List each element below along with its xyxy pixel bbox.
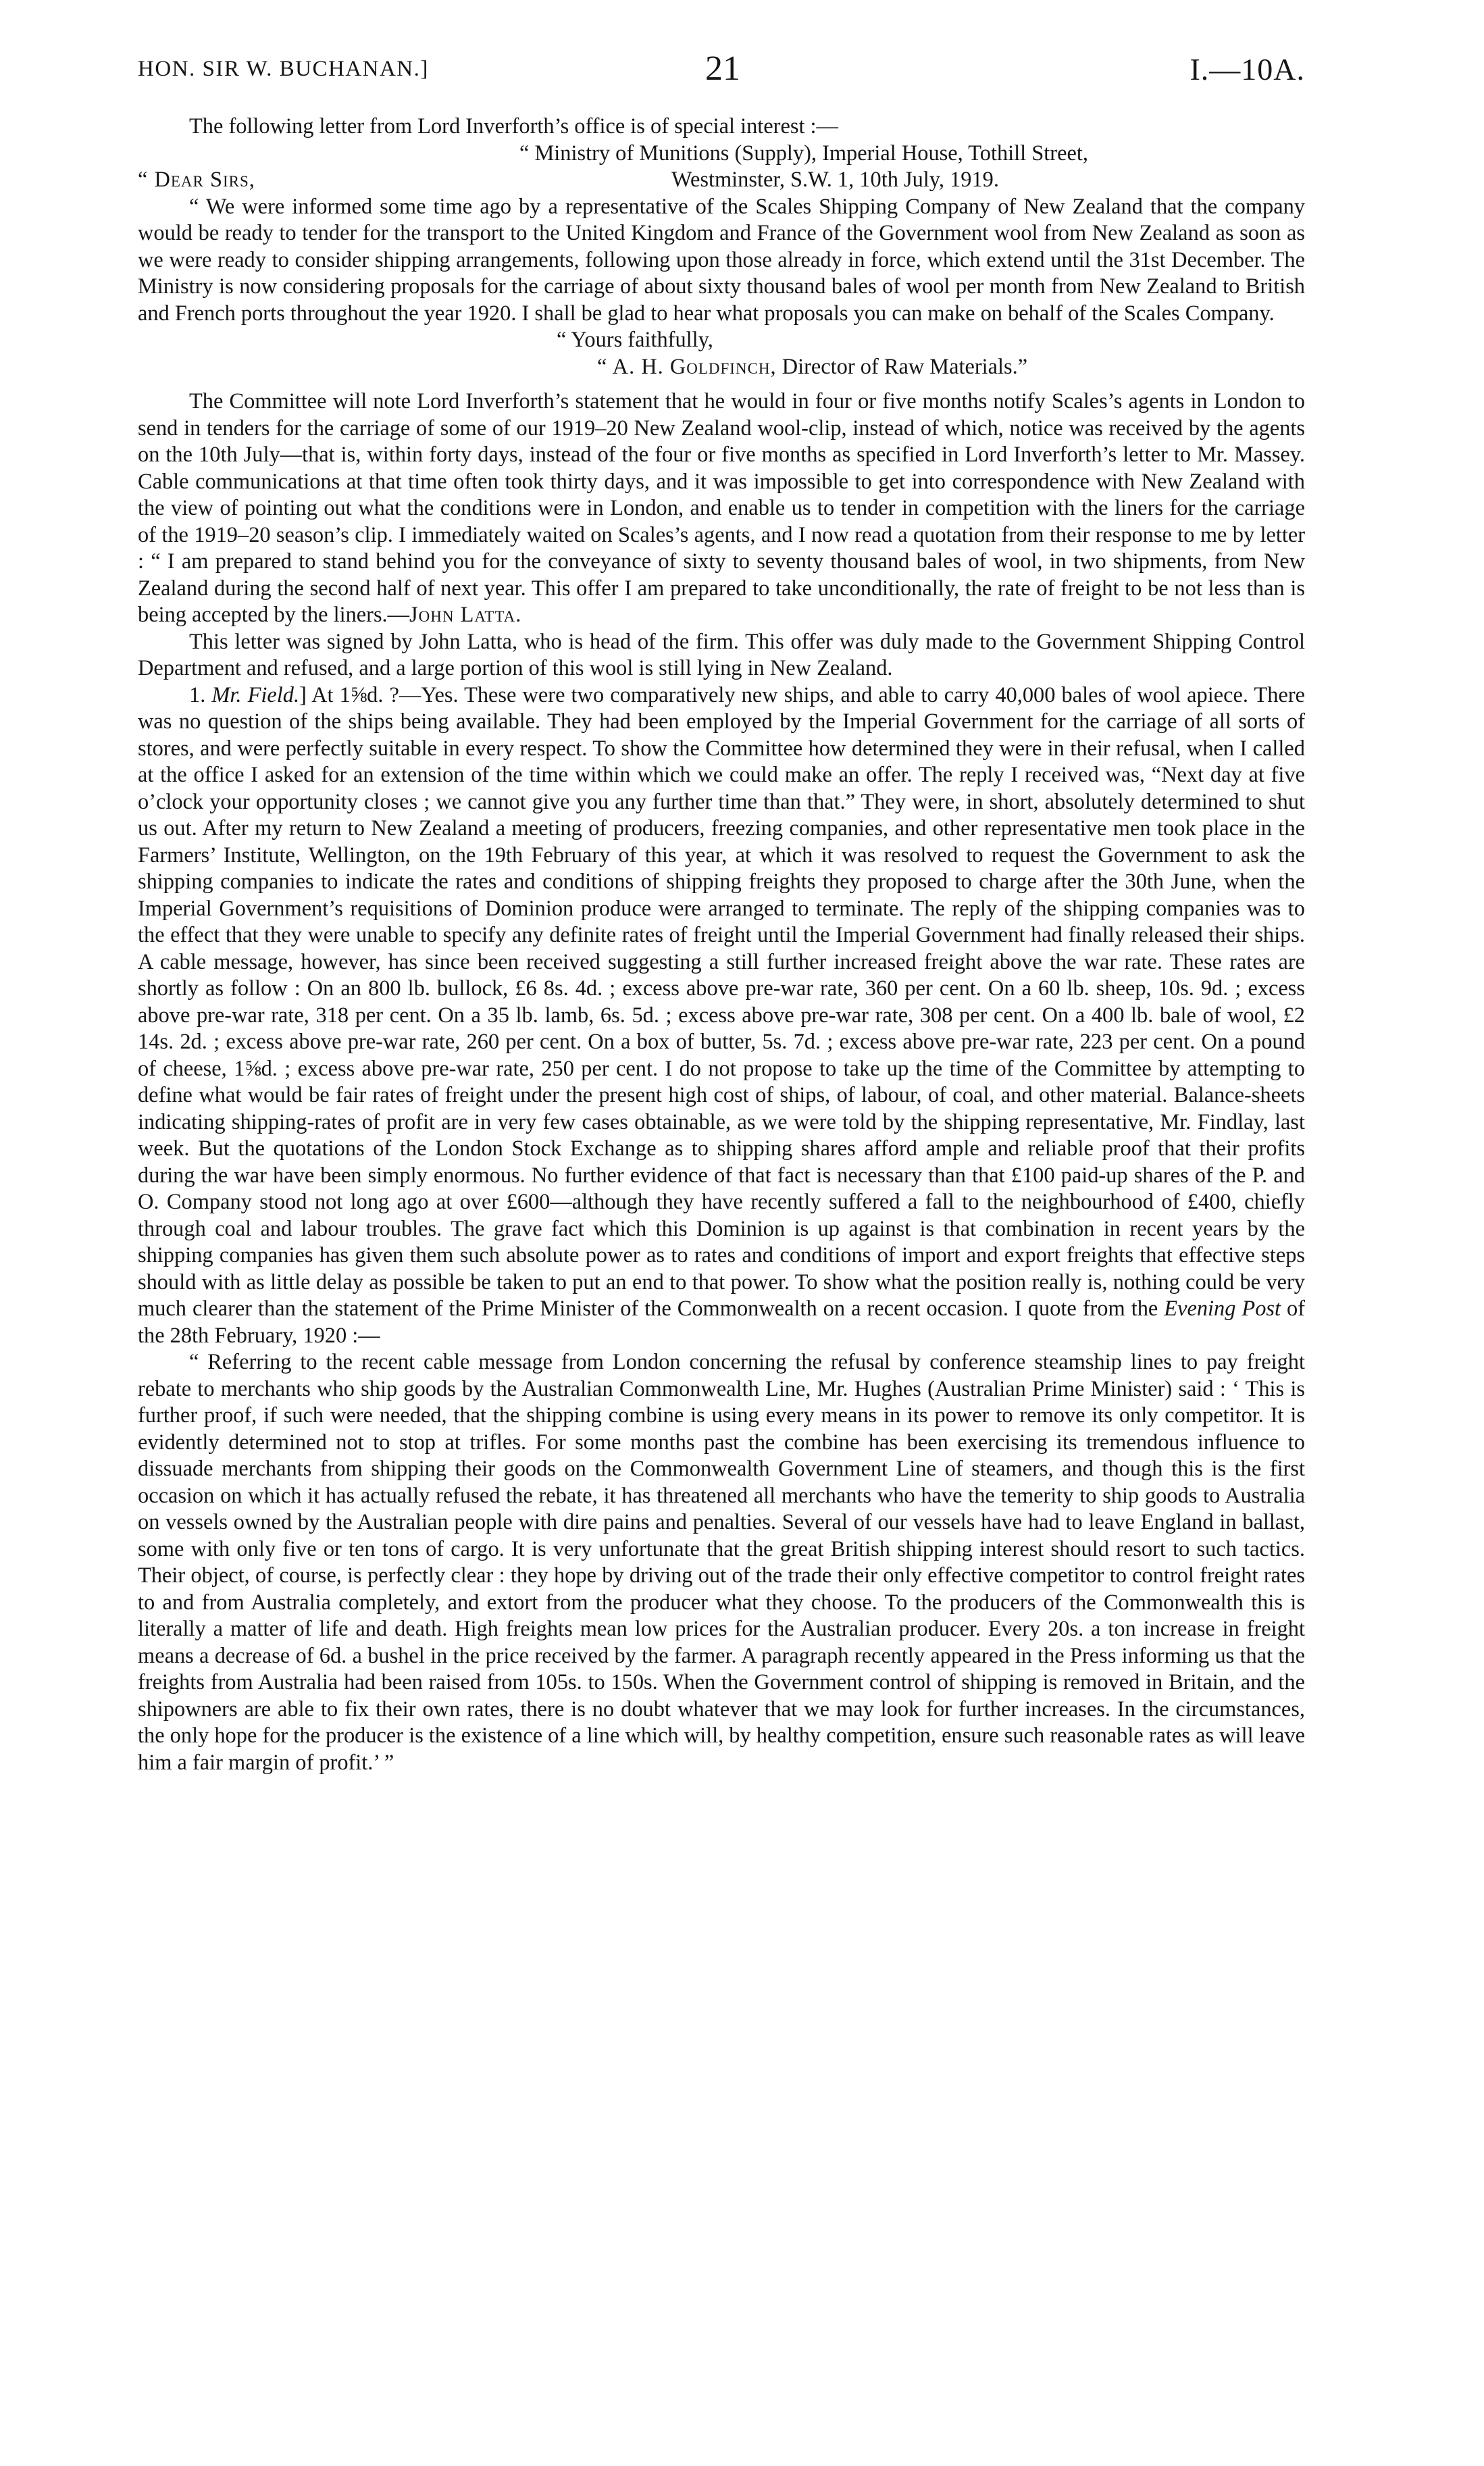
letter-salutation-text: “ Dear Sirs, (138, 168, 255, 192)
question-number: 1. (189, 682, 212, 707)
committee-note-text: The Committee will note Lord Inverforth’s statement that he would in four or five months notify Scales’s agents in London to send in tenders for the carriage of some of our 1919–20 New Zealand wool-clip, instead of which, notice was received by the agents on the 10th July—that is, within forty days, instead of the four or five months as specified in Lord Inverforth’s letter to Mr. Massey. Cable communications at that time often took thirty days, and it was impossible to get into correspondence with New Zealand with the view of pointing out what the conditions were in London, and enable us to tender in competition with the liners for the carriage of the 1919–20 season’s clip. I immediately waited on Scales’s agents, and I now read a quotation from their response to me by letter : “ I am prepared to stand behind you for the conveyance of sixty to seventy thousand bales of wool, in two shipments, from New Zealand during the second half of next year. This offer I am prepared to take unconditionally, the rate of freight to be not less than is being accepted by the liners.— (138, 389, 1305, 627)
header-speaker: HON. SIR W. BUCHANAN.] (138, 57, 429, 81)
page-body (138, 114, 1305, 1776)
question-text: ] At 1⅝d. ?—Yes. (299, 682, 459, 707)
committee-note-signer: John Latta. (409, 603, 522, 627)
running-header (138, 49, 1305, 101)
answer-tail: of the 28th February, 1920 :— (138, 1297, 1305, 1348)
questioner-name: Mr. Field. (211, 682, 300, 707)
signature-title: Director of Raw Materials.” (782, 354, 1028, 379)
latta-note-paragraph: This letter was signed by John Latta, who is head of the firm. This offer was duly made to the Government Shipping Control Department and refused, and a large portion of this wool is still lying in New Zealand. (138, 629, 1305, 680)
letter-salutation (138, 168, 255, 192)
letter-intro: The following letter from Lord Inverforth’s office is of special interest :— (189, 114, 838, 139)
letter-body: “ We were informed some time ago by a representative of the Scales Shipping Company of New Zealand that the company would be ready to tender for the transport to the United Kingdom and France of the Government wool from New Zealand as soon as we were ready to consider shipping arrangements, following upon those already in force, which extend until the 31st December. The Ministry is now considering proposals for the carriage of about sixty thousand bales of wool per month from New Zealand to British and French ports throughout the year 1920. I shall be glad to hear what proposals you can make on behalf of the Scales Company. (138, 194, 1305, 326)
letter-address-line-2: Westminster, S.W. 1, 10th July, 1919. (671, 168, 999, 192)
committee-note-paragraph (138, 388, 1305, 629)
letter-address-line-1: “ Ministry of Munitions (Supply), Imperial House, Tothill Street, (519, 141, 1088, 166)
page-number: 21 (705, 49, 740, 88)
hughes-quotation: “ Referring to the recent cable message from London concerning the refusal by conference steamship lines to pay freight rebate to merchants who ship goods by the Australian Commonwealth Line, Mr. Hughes (Australian Prime Minister) said : ‘ This is further proof, if such were needed, that the shipping combine is using every means in its power to remove its only competitor. It is evidently determined not to stop at trifles. For some months past the combine has been exercising its tremendous influence to dissuade merchants from shipping their goods on the Commonwealth Government Line of steamers, and though this is the first occasion on which it has actually refused the rebate, it has threatened all merchants who have the temerity to ship goods to Australia on vessels owned by the Australian people with dire pains and penalties. Several of our vessels have had to leave England in ballast, some with only five or ten tons of cargo. It is very unfortunate that the great British shipping interest should resort to such tactics. Their object, of course, is perfectly clear : they hope by driving out of the trade their only effective competitor to control freight rates to and from Australia completely, and extort from the producer what they choose. To the producers of the Commonwealth this is literally a matter of life and death. High freights mean low prices for the Australian producer. Every 20s. a ton increase in freight means a decrease of 6d. a bushel in the price received by the farmer. A paragraph recently appeared in the Press informing us that the freights from Australia had been raised from 105s. to 150s. When the Government control of shipping is removed in Britain, and the shipowners are able to fix their own rates, there is no doubt whatever that we may look for further increases. In the circumstances, the only hope for the producer is the existence of a line which will, by healthy competition, ensure such reasonable rates as will leave him a fair margin of profit.’ ” (138, 1350, 1305, 1775)
answer-text: These were two comparatively new ships, and able to carry 40,000 bales of wool apiece. There was no question of the ships being available. They had been employed by the Imperial Government for the carriage of all sorts of stores, and were perfectly suitable in every respect. To show the Committee how determined they were in their refusal, when I called at the office I asked for an extension of the time within which we could make an offer. The reply I received was, “Next day at five o’clock your opportunity closes ; we cannot give you any further time than that.” They were, in short, absolutely determined to shut us out. After my return to New Zealand a meeting of producers, freezing companies, and other representative men took place in the Farmers’ Institute, Wellington, on the 19th February of this year, at which it was resolved to request the Government to ask the shipping companies to indicate the rates and conditions of shipping freights they proposed to charge after the 30th June, when the Imperial Government’s requisitions of Dominion produce were arranged to terminate. The reply of the shipping companies was to the effect that they were unable to specify any definite rates of freight until the Imperial Government had finally released their ships. A cable message, however, has since been received suggesting a still further increased freight above the war rate. These rates are shortly as follow : On an 800 lb. bullock, £6 8s. 4d. ; excess above pre-war rate, 360 per cent. On a 60 lb. sheep, 10s. 9d. ; excess above pre-war rate, 318 per cent. On a 35 lb. lamb, 6s. 5d. ; excess above pre-war rate, 308 per cent. On a 400 lb. bale of wool, £2 14s. 2d. ; excess above pre-war rate, 260 per cent. On a box of butter, 5s. 7d. ; excess above pre-war rate, 223 per cent. On a pound of cheese, 1⅝d. ; excess above pre-war rate, 250 per cent. I do not propose to take up the time of the Committee by attempting to define what would be fair rates of freight under the present high cost of ships, of labour, of coal, and other material. Balance-sheets indicating shipping-rates of profit are in very few cases obtainable, as we were told by the shipping representative, Mr. Findlay, last week. But the quotations of the London Stock Exchange as to shipping shares afford ample and reliable proof that their profits during the war have been simply enormous. No further evidence of that fact is necessary than that £100 paid-up shares of the P. and O. Company stood not long ago at over £600—although they have recently suffered a fall to the neighbourhood of £400, chiefly through coal and labour troubles. The grave fact which this Dominion is up against is that combination in recent years by the shipping companies has given them such absolute power as to rates and conditions of import and export freights that effective steps should with as little delay as possible be taken to put an end to that power. To show what the position really is, nothing could be very much clearer than the statement of the Prime Minister of the Commonwealth on a recent occasion. I quote from the (138, 682, 1305, 1321)
paper-reference: I.—10A. (1189, 52, 1305, 86)
letter-closing: “ Yours faithfully, (557, 328, 713, 352)
signature-name: “ A. H. Goldfinch, (597, 354, 777, 379)
newspaper-title: Evening Post (1164, 1297, 1281, 1321)
letter-signature (138, 354, 1305, 381)
field-question-paragraph (138, 682, 1305, 1350)
letter-salutation-line (138, 167, 1305, 194)
